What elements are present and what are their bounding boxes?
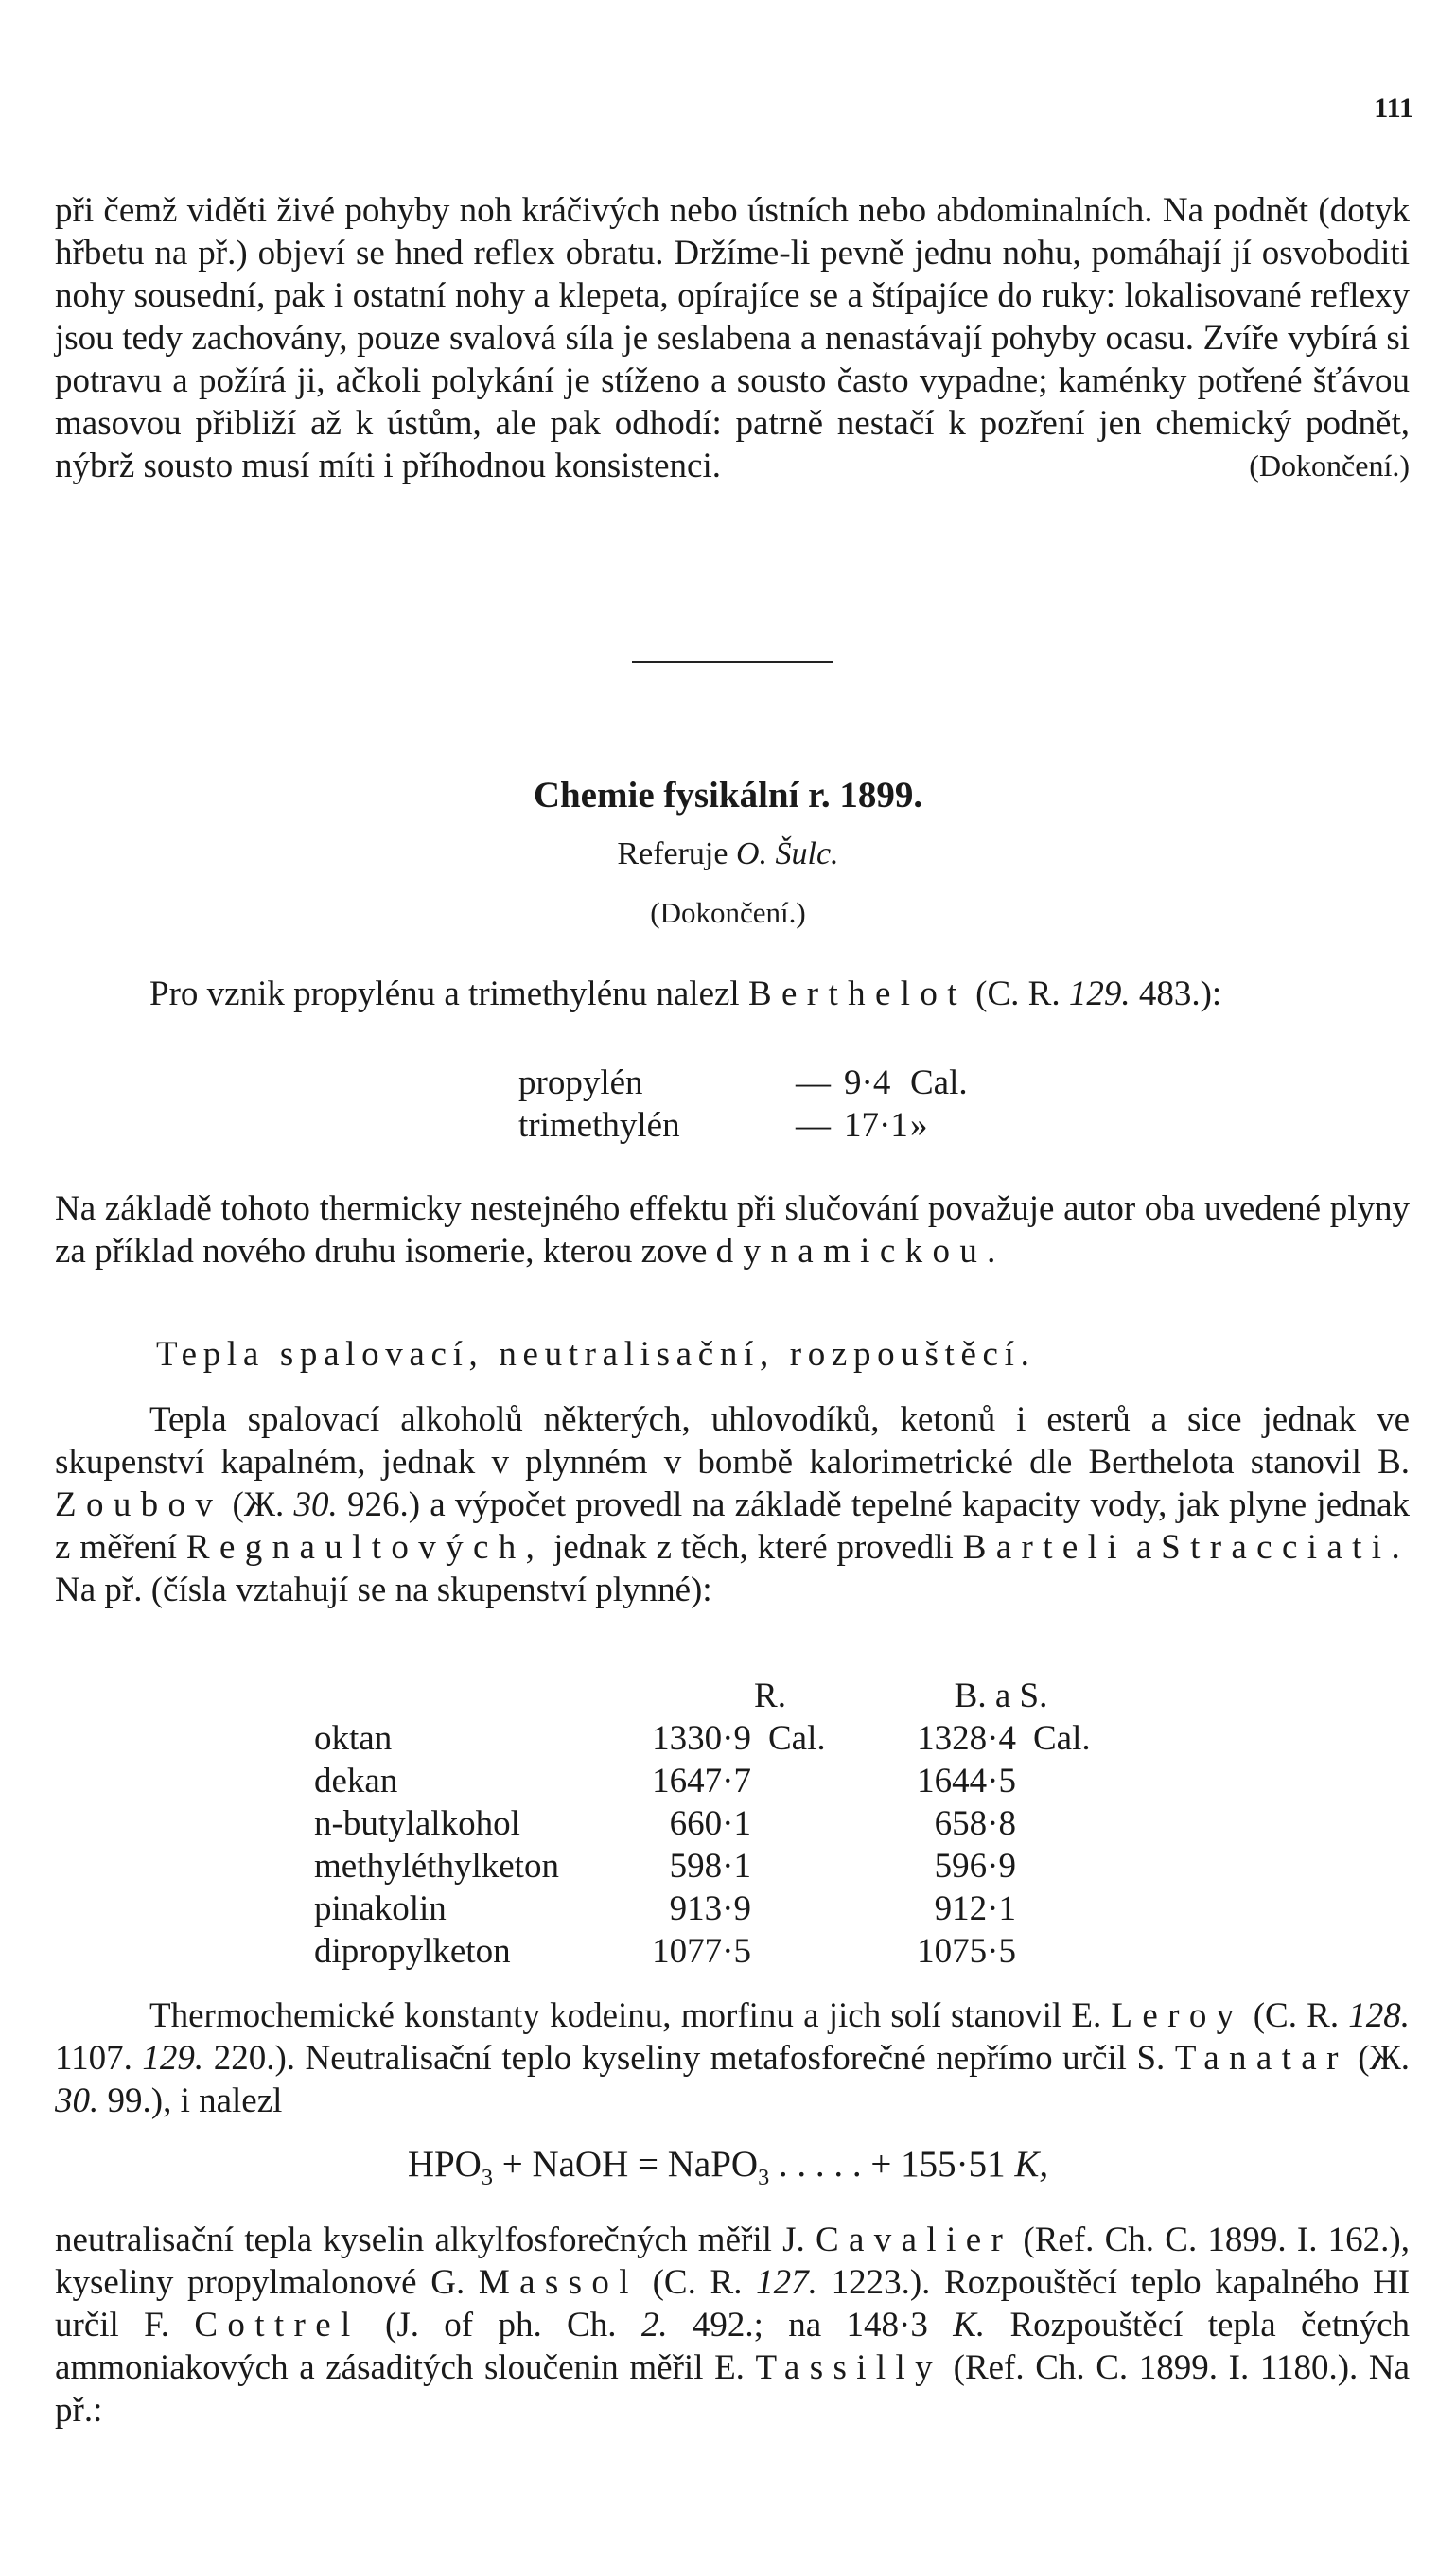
formula-part: . . . . . + 155·51 — [769, 2144, 1015, 2185]
cell-bs-unit: Cal. — [1033, 1719, 1091, 1758]
table-row — [314, 1760, 1109, 1802]
cell-r: 660·1 — [669, 1804, 751, 1843]
paragraph-thermochemical — [55, 1994, 1410, 2122]
para4-text-d: a — [1135, 1528, 1152, 1567]
para2-volume: 129. — [1068, 975, 1131, 1013]
subsection-heading: Tepla spalovací, neutralisační, rozpouštěcí. — [156, 1335, 1036, 1374]
header-r: R. — [754, 1677, 786, 1715]
para3-spaced-word: dynamickou. — [715, 1232, 1006, 1271]
author-name-cavalier: Cavalier — [815, 2221, 1013, 2259]
para4-text-a: Tepla spalovací alkoholů některých, uhlovodíků, ketonů i esterů a sice jednak ve skupenství kapalném, jednak v plynném v bombě kalorimetrické dle Berthelota stanovil B. — [55, 1400, 1410, 1482]
propylene-table — [518, 1062, 968, 1147]
cell-bs: 1644·5 — [917, 1762, 1016, 1800]
table-header-row — [314, 1675, 1109, 1717]
cell-compound: methyléthylketon — [314, 1847, 559, 1886]
table-row — [518, 1062, 968, 1104]
para5-text-e: (Ж. — [1358, 2039, 1411, 2078]
para6-text-h: (Ref. Ch. C. 1899. I. 1180.). Na př.: — [55, 2348, 1411, 2430]
cell-bs-unit — [1033, 1802, 1109, 1845]
para5-volume-1: 128. — [1348, 1996, 1411, 2035]
para6-volume-1: 127. — [756, 2263, 817, 2302]
cell-compound: n-butylalkohol — [314, 1804, 520, 1843]
cell-bs-unit — [1033, 1845, 1109, 1888]
para2-text-c: 483.): — [1138, 975, 1222, 1013]
cell-r-unit — [768, 1802, 910, 1845]
cell-compound: dipropylketon — [314, 1932, 511, 1971]
para6-text-a: neutralisační tepla kyselin alkylfosforečných měřil J. — [55, 2221, 805, 2259]
cell-r-unit — [768, 1845, 910, 1888]
page-number: 111 — [1374, 93, 1413, 124]
cell-bs-unit — [1033, 1930, 1109, 1973]
para5-text-a: Thermochemické konstanty kodeinu, morfinu a jich solí stanovil E. — [149, 1996, 1102, 2035]
formula-unit: K, — [1014, 2144, 1049, 2185]
section-continued: (Dokončení.) — [650, 896, 806, 929]
cell-bs: 912·1 — [934, 1889, 1016, 1928]
para6-text-g: Rozpouštěcí tepla četných ammoniakových a zásaditých sloučenin měřil E. — [55, 2306, 1411, 2387]
byline-author: O. Šulc. — [735, 836, 839, 871]
combustion-table — [314, 1675, 1109, 1973]
paragraph-neutralisation — [55, 2219, 1410, 2432]
cell-bs: 1328·4 — [917, 1719, 1016, 1758]
formula-part: + NaOH = NaPO — [492, 2144, 759, 2185]
header-bs: B. a S. — [954, 1677, 1048, 1715]
cell-value: 9·4 — [844, 1063, 891, 1102]
table-row — [314, 1802, 1109, 1845]
para6-unit: K. — [953, 2306, 986, 2344]
author-name-massol: Massol — [478, 2263, 639, 2302]
para5-volume-2: 129. — [142, 2039, 204, 2078]
cell-unit: Cal. — [910, 1063, 968, 1102]
section-byline — [0, 836, 1456, 872]
para5-volume-3: 30. — [55, 2081, 99, 2120]
para3-text: Na základě tohoto thermicky nestejného effektu při slučování považuje autor oba uvedené plyny za příklad nového druhu isomerie, kterou zove — [55, 1189, 1410, 1271]
para4-ref-close: 926.) — [346, 1485, 421, 1524]
cell-r-unit — [768, 1888, 910, 1930]
cell-compound: dekan — [314, 1762, 398, 1800]
paragraph-propylene — [55, 973, 1410, 1015]
formula-subscript: 3 — [481, 2164, 493, 2190]
para2-text-a: Pro vznik propylénu a trimethylénu nalezl — [149, 975, 740, 1013]
cell-r: 1647·7 — [652, 1762, 751, 1800]
author-name-zoubov: Zoubov — [55, 1485, 223, 1524]
cell-r-unit — [768, 1760, 910, 1802]
author-name-leroy: Leroy — [1111, 1996, 1244, 2035]
cell-r: 598·1 — [669, 1847, 751, 1886]
table-row — [314, 1888, 1109, 1930]
para4-ref-open: (Ж. — [232, 1485, 285, 1524]
para5-text-d: 220.). Neutralisační teplo kyseliny metafosforečné nepřímo určil S. — [213, 2039, 1166, 2078]
para6-text-b: (Ref. Ch. C. 1899. I. 162.), kyseliny propylmalonové G. — [55, 2221, 1410, 2302]
para5-text-f: 99.), i nalezl — [107, 2081, 283, 2120]
cell-value: 17·1 — [844, 1106, 908, 1145]
para4-text-e: Na př. (čísla vztahují se na skupenství plynné): — [55, 1571, 712, 1609]
cell-bs: 658·8 — [934, 1804, 1016, 1843]
cell-dash: — — [796, 1063, 831, 1102]
cell-unit: » — [910, 1106, 928, 1145]
cell-r: 1330·9 — [652, 1719, 751, 1758]
paragraph-reflexes-text: při čemž viděti živé pohyby noh kráčivých nebo ústních nebo abdominalních. Na podnět (dotyk hřbetu na př.) objeví se hned reflex obratu. Držíme-li pevně jednu nohu, pomáhají jí osvoboditi nohy sousední, pak i ostatní nohy a klepeta, opírajíce se a štípajíce do ruky: lokalisované reflexy jsou tedy zachovány, pouze svalová síla je seslabena a nenastávají pohyby ocasu. Zvíře vybírá si potravu a požírá ji, ačkoli polykání je stíženo a sousto často vypadne; kaménky potřené šťávou masovou přibliží až k ústům, ale pak odhodí: patrně nestačí k pozření jen chemický podnět, nýbrž sousto musí míti i příhodnou konsistenci. — [55, 191, 1410, 485]
para6-text-d: 1223.). Rozpouštěcí teplo kapalného HI určil F. — [55, 2263, 1411, 2344]
cell-label: trimethylén — [518, 1106, 680, 1145]
para4-ref-volume: 30. — [293, 1485, 338, 1524]
para2-text-b: (C. R. — [975, 975, 1061, 1013]
section-title: Chemie fysikální r. 1899. — [533, 775, 923, 816]
author-name-cottrel: Cottrel — [194, 2306, 360, 2344]
para4-text-b: a výpočet provedl na základě tepelné kapacity vody, jak plyne jednak z měření — [55, 1485, 1411, 1567]
para6-text-e: (J. of ph. Ch. — [385, 2306, 617, 2344]
para4-text-c: jednak z těch, které provedli — [553, 1528, 954, 1567]
cell-label: propylén — [518, 1063, 643, 1102]
table-row — [314, 1930, 1109, 1973]
cell-r: 913·9 — [669, 1889, 751, 1928]
para5-text-b: (C. R. — [1253, 1996, 1340, 2035]
author-name-tanatar: Tanatar — [1174, 2039, 1348, 2078]
byline-prefix: Referuje — [617, 836, 728, 871]
paragraph-isomerism — [55, 1187, 1410, 1273]
table-row — [314, 1845, 1109, 1888]
section-divider — [632, 661, 833, 663]
cell-dash: — — [796, 1106, 831, 1145]
cell-r-unit — [768, 1930, 910, 1973]
neutralisation-formula — [0, 2143, 1456, 2191]
cell-bs: 596·9 — [934, 1847, 1016, 1886]
para6-text-c: (C. R. — [652, 2263, 743, 2302]
cell-bs: 1075·5 — [917, 1932, 1016, 1971]
paragraph-reflexes — [55, 189, 1410, 487]
author-name-regnault: Regnaultových, — [185, 1528, 545, 1567]
formula-subscript: 3 — [758, 2164, 770, 2190]
para5-text-c: 1107. — [55, 2039, 132, 2078]
author-name-berthelot: Berthelot — [747, 975, 967, 1013]
cell-r-unit: Cal. — [768, 1719, 826, 1758]
table-row — [518, 1104, 968, 1147]
para6-volume-2: 2. — [640, 2306, 668, 2344]
author-name-barteli: Barteli — [962, 1528, 1127, 1567]
para6-text-f: 492.; na 148·3 — [692, 2306, 928, 2344]
cell-r: 1077·5 — [652, 1932, 751, 1971]
table-row — [314, 1717, 1109, 1760]
cell-bs-unit — [1033, 1888, 1109, 1930]
cell-compound: pinakolin — [314, 1889, 447, 1928]
paragraph-combustion — [55, 1398, 1410, 1611]
author-name-tassilly: Tassilly — [755, 2348, 943, 2387]
continued-note: (Dokončení.) — [1249, 448, 1410, 483]
cell-bs-unit — [1033, 1760, 1109, 1802]
author-name-stracciati: Stracciati. — [1161, 1528, 1411, 1567]
cell-compound: oktan — [314, 1719, 393, 1758]
formula-part: HPO — [407, 2144, 482, 2185]
